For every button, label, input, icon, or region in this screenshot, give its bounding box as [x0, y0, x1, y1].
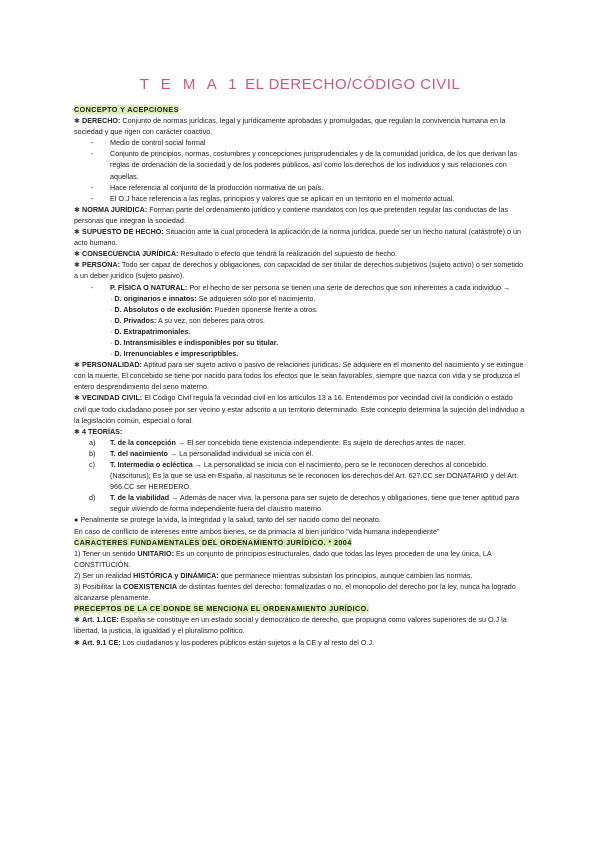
asterisk-icon: ✱	[74, 260, 81, 270]
conflicto-text: En caso de conflicto de intereses entre ambos bienes, se da primacía al bien jurídico "vida humana independiente"	[74, 526, 440, 536]
heading-concepto: CONCEPTO Y ACEPCIONES	[74, 105, 179, 114]
asterisk-icon: ✱	[74, 393, 81, 403]
def-persona: ✱ PERSONA: Todo ser capaz de derechos y obligaciones, con capacidad de ser titular de derechos subjetivos (sujeto activo) o ser sometido a un deber jurídico (sujeto pasivo).	[74, 260, 523, 281]
list-item: · D. Irrenunciables e imprescriptibles.	[110, 349, 239, 359]
page-title	[0, 76, 600, 93]
asterisk-icon: ✱	[74, 615, 81, 625]
list-item: - Conjunto de principios, normas, costumbres y concepciones jurisprudenciales y de la comunidad jurídica, de los que derivan las reglas de ordenación de la sociedad y de los poderes públicos, así como los derechos de los individuos y sus relaciones con aquellas.	[91, 149, 518, 181]
list-item: b) T. del nacimiento → La personalidad individual se inicia con él.	[89, 448, 314, 458]
title-part2: EL DERECHO/CÓDIGO CIVIL	[245, 76, 461, 93]
def-norma: ✱ NORMA JURÍDICA: Forman parte del ordenamiento jurídico y contiene mandatos con los que pretenden regular las conductas de las personas que integran la sociedad.	[74, 204, 509, 225]
heading-preceptos: PRECEPTOS DE LA CE DONDE SE MENCIONA EL ORDENAMIENTO JURÍDICO.	[74, 604, 370, 614]
list-item: · D. Privados: A su vez, son deberes para otros.	[110, 315, 266, 325]
asterisk-icon: ✱	[74, 204, 81, 214]
caracter-2: 2) Ser un realidad HISTÓRICA y DINÁMICA: que permanece mientras subsistan los principios, aunque cambien las normas.	[74, 570, 473, 580]
def-consecuencia: ✱ CONSECUENCIA JURÍDICA: Resultado o efecto que tendrá la realización del supuesto de hecho.	[74, 249, 397, 259]
def-supuesto: ✱ SUPUESTO DE HECHO: Situación ante la cual procederá la aplicación de la norma jurídica, puede ser un hecho natural (catástrofe) o un acto humano.	[74, 227, 521, 248]
list-item-pfisica: - P. FÍSICA O NATURAL: Por el hecho de ser persona se tienen una serie de derechos que son inherentes a cada individuo →	[91, 282, 511, 292]
teorias-heading: ✱ 4 TEORÍAS:	[74, 426, 123, 436]
list-item: · D. Intransmisibles e indisponibles por su titular.	[110, 337, 279, 347]
def-personalidad: ✱ PERSONALIDAD: Aptitud para ser sujeto activo o pasivo de relaciones jurídicas. Se adquiere en el momento del nacimiento y se extingue con la muerte. El concebido se tiene por nacido para todos los efectos que le sean favorables, siempre que nazca con vida y se produzca el entero desprendimiento del seno materno.	[74, 360, 524, 392]
asterisk-icon: ✱	[74, 426, 81, 436]
list-item: - El O.J hace referencia a las reglas, principios y valores que se aplican en un territorio en el momento actual.	[91, 193, 455, 203]
asterisk-icon: ✱	[74, 116, 81, 126]
caracter-3: 3) Posibilitar la COEXISTENCIA de distintas fuentes del derecho: formalizadas o no, el monopolio del derecho por la ley, nunca ha logrado alcanzarse plenamente.	[74, 582, 516, 603]
caracter-1: 1) Tener un sentido UNITARIO: Es un conjunto de principios estructurales, dado que todas las leyes proceden de una ley única, LA CONSTITUCIÓN.	[74, 548, 492, 569]
list-item: · D. Absolutos o de exclusión: Pueden oponerse frente a otros.	[110, 304, 318, 314]
asterisk-icon: ✱	[74, 360, 81, 370]
title-part1: T E M A 1	[139, 76, 241, 93]
penal-text: ● Penalmente se protege la vida, la integridad y la salud, tanto del ser nacido como del neonato.	[74, 515, 381, 525]
list-item: c) T. Intermedia o ecléctica → La personalidad se inicia con el nacimiento, pero se le reconocen derechos al concebido. (Nasciturus); Es la que se usa en España, al nasciturus se le reconocen los derechos del Art. 627.CC ser DONATARIO y del Art. 966.CC ser HEREDERO.	[89, 460, 519, 492]
asterisk-icon: ✱	[74, 637, 81, 647]
list-item: - Medio de control social formal	[91, 138, 206, 148]
heading-caracteres: CARACTERES FUNDAMENTALES DEL ORDENAMIENTO JURÍDICO. * 2004	[74, 537, 352, 547]
def-derecho: ✱ DERECHO: Conjunto de normas jurídicas, legal y jurídicamente aprobadas y promulgadas, que regulan la convivencia humana en la sociedad y que rigen con carácter coactivo.	[74, 116, 506, 137]
document-body	[74, 104, 526, 648]
asterisk-icon: ✱	[74, 227, 81, 237]
list-item: - Hace referencia al conjunto de la producción normativa de un país.	[91, 182, 324, 192]
art-9-1: ✱ Art. 9.1 CE: Los ciudadanos y los poderes públicos están sujetos a la CE y al resto del O.J.	[74, 637, 375, 647]
asterisk-icon: ✱	[74, 249, 81, 259]
list-item: · D. originarios e innatos: Se adquieren sólo por el nacimiento.	[110, 293, 316, 303]
def-vecindad: ✱ VECINDAD CIVIL: El Código Civil regula la vecindad civil en los artículos 13 a 16. Entendemos por vecindad civil la condición o estado civil que todo ciudadano posee por ser vecino y estar adscrito a un territorio determinado. Este concepto determina la sujeción del individuo a la legislación común, especial o foral.	[74, 393, 525, 425]
list-item: a) T. de la concepción → El ser concebido tiene existencia independiente. Es sujeto de derechos antes de nacer.	[89, 437, 466, 447]
list-item: d) T. de la viabilidad → Además de nacer viva, la persona para ser sujeto de derechos y obligaciones, tiene que tener aptitud para seguir viviendo de forma independiente fuera del claustro materno.	[89, 493, 520, 514]
bullet-icon: ●	[74, 515, 79, 525]
art-1-1: ✱ Art. 1.1CE: España se constituye en un estado social y democrático de derecho, que propugna como valores superiores de su O.J la libertad, la justicia, la igualdad y el pluralismo político.	[74, 615, 507, 636]
list-item: · D. Extrapatrimoniales.	[110, 326, 191, 336]
